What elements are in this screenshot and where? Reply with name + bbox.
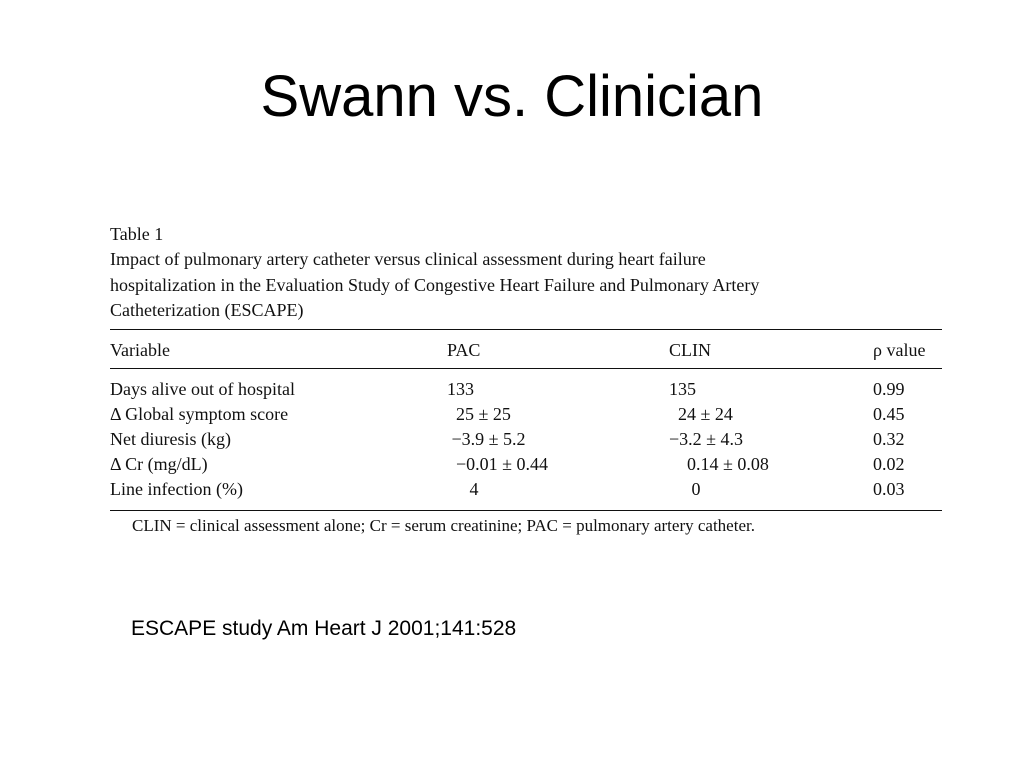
cell-variable: Line infection (%) — [110, 478, 243, 499]
cell-pac: −3.9 ± 5.2 — [447, 428, 526, 449]
table-row — [110, 452, 942, 477]
table-row — [110, 427, 942, 452]
table-caption-line: Impact of pulmonary artery catheter versus clinical assessment during heart failure — [110, 249, 706, 269]
header-p-value: ρ value — [873, 339, 926, 360]
cell-variable: Days alive out of hospital — [110, 378, 295, 399]
source-citation: ESCAPE study Am Heart J 2001;141:528 — [131, 617, 517, 640]
table-header-row — [110, 330, 942, 368]
cell-variable: Δ Global symptom score — [110, 403, 289, 424]
cell-pac: −0.01 ± 0.44 — [447, 453, 549, 474]
table-label: Table 1 — [110, 224, 164, 244]
cell-pac: 25 ± 25 — [447, 403, 511, 424]
cell-clin: 135 — [669, 378, 696, 399]
table-caption-line: hospitalization in the Evaluation Study of Congestive Heart Failure and Pulmonary Artery — [110, 274, 760, 295]
table-row — [110, 377, 942, 402]
header-clin: CLIN — [669, 339, 711, 360]
cell-p-value: 0.99 — [873, 378, 905, 399]
header-pac: PAC — [447, 339, 481, 360]
table-bottom-rule — [110, 510, 942, 511]
cell-p-value: 0.03 — [873, 478, 905, 499]
table-row — [110, 402, 942, 427]
table-caption — [110, 247, 910, 324]
cell-p-value: 0.45 — [873, 403, 905, 424]
table-footnote: CLIN = clinical assessment alone; Cr = serum creatinine; PAC = pulmonary artery catheter. — [132, 515, 755, 535]
cell-p-value: 0.32 — [873, 428, 905, 449]
header-variable: Variable — [110, 339, 170, 360]
cell-variable: Δ Cr (mg/dL) — [110, 453, 208, 474]
table-row — [110, 477, 942, 502]
cell-pac: 4 — [447, 478, 479, 499]
cell-clin: 0.14 ± 0.08 — [669, 453, 769, 474]
cell-p-value: 0.02 — [873, 453, 905, 474]
cell-clin: −3.2 ± 4.3 — [669, 428, 744, 449]
table-figure — [110, 222, 942, 537]
cell-clin: 0 — [669, 478, 701, 499]
cell-clin: 24 ± 24 — [669, 403, 733, 424]
slide-title: Swann vs. Clinician — [260, 64, 764, 129]
table-caption-line: Catheterization (ESCAPE) — [110, 300, 304, 320]
cell-variable: Net diuresis (kg) — [110, 428, 231, 449]
cell-pac: 133 — [447, 378, 474, 399]
